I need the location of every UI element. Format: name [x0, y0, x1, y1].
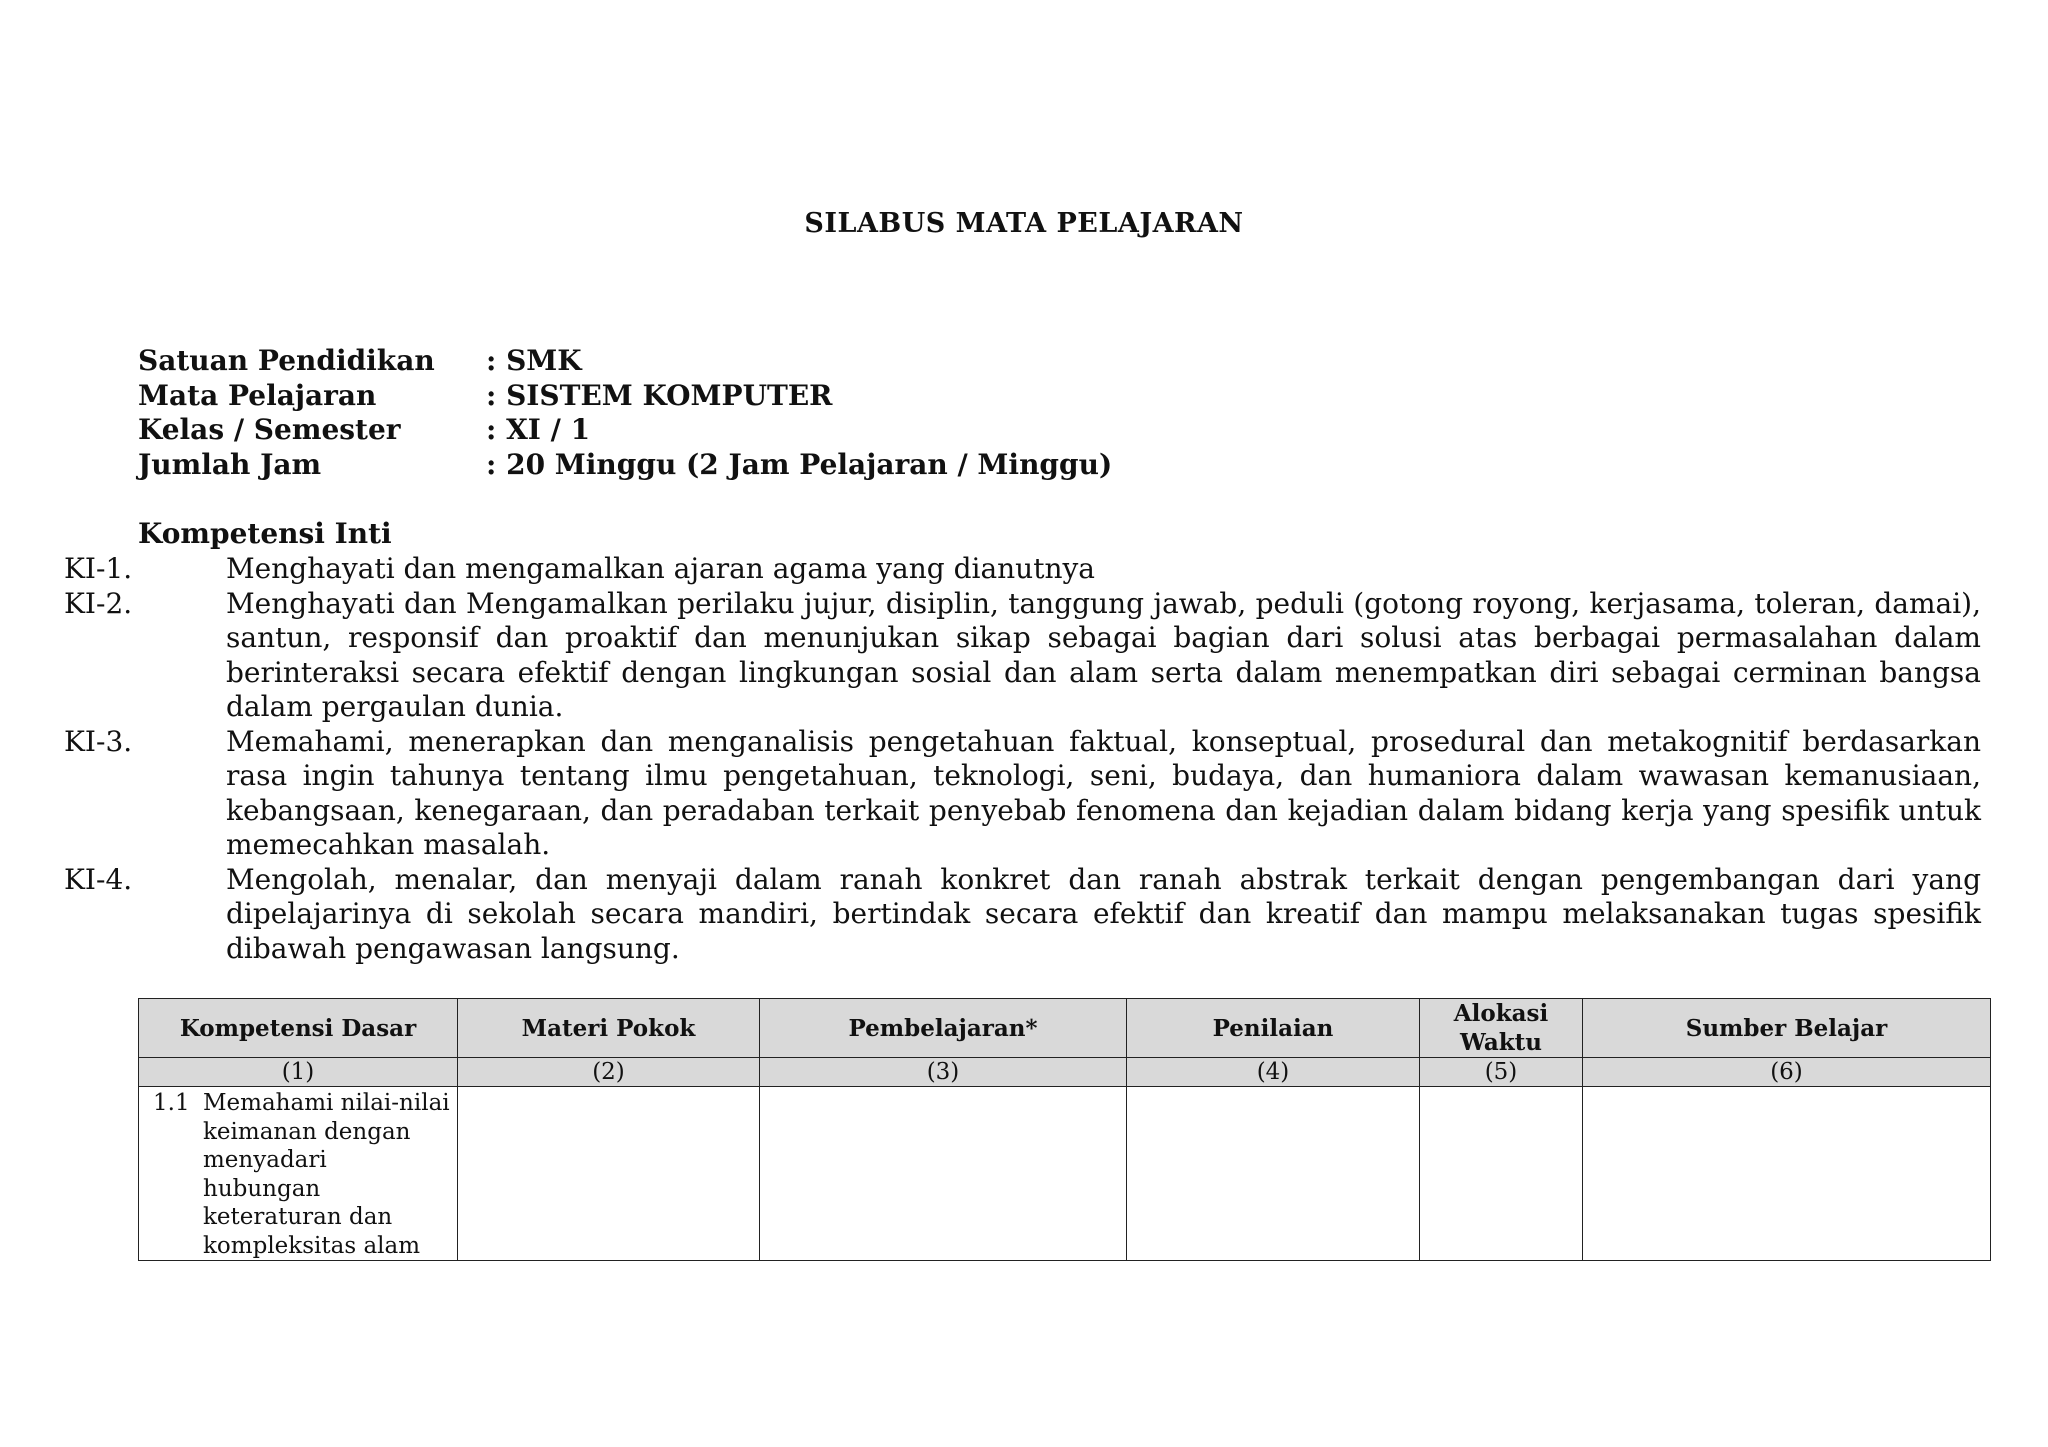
penilaian-cell — [1127, 1087, 1420, 1261]
identity-block — [138, 344, 1112, 482]
column-header-sumber-belajar: Sumber Belajar — [1583, 999, 1991, 1058]
table-number-row — [139, 1058, 1991, 1087]
kd-text: Memahami nilai-nilai keimanan dengan menyadari hubungan keteraturan dan kompleksitas alam — [203, 1090, 450, 1259]
ki-text: Mengolah, menalar, dan menyaji dalam ranah konkret dan ranah abstrak terkait dengan pengembangan dari yang dipelajarinya di sekolah secara mandiri, bertindak secara efektif dan kreatif dan mampu melaksanakan tugas spesifik dibawah pengawasan langsung. — [226, 862, 1981, 965]
ki-number: KI-3. — [64, 724, 133, 758]
ki-item — [64, 587, 1981, 725]
column-header-kompetensi-dasar: Kompetensi Dasar — [139, 999, 458, 1058]
column-header-materi-pokok: Materi Pokok — [458, 999, 760, 1058]
ki-text: Menghayati dan mengamalkan ajaran agama yang dianutnya — [226, 552, 1095, 585]
kd-number: 1.1 — [153, 1090, 190, 1116]
column-number: (3) — [760, 1058, 1127, 1087]
identity-value: : SMK — [486, 344, 582, 377]
identity-row-mapel — [138, 379, 1112, 414]
ki-number: KI-2. — [64, 586, 133, 620]
materi-pokok-cell — [458, 1087, 760, 1261]
identity-row-satuan — [138, 344, 1112, 379]
ki-number: KI-4. — [64, 862, 133, 896]
ki-item — [64, 552, 1981, 587]
column-number: (1) — [139, 1058, 458, 1087]
ki-text: Memahami, menerapkan dan menganalisis pengetahuan faktual, konseptual, prosedural dan metakognitif berdasarkan rasa ingin tahunya tentang ilmu pengetahuan, teknologi, seni, budaya, dan humaniora dalam wawasan kemanusiaan, kebangsaan, kenegaraan, dan peradaban terkait penyebab fenomena dan kejadian dalam bidang kerja yang spesifik untuk memecahkan masalah. — [226, 724, 1981, 861]
sumber-belajar-cell — [1583, 1087, 1991, 1261]
column-number: (2) — [458, 1058, 760, 1087]
table-row — [139, 1087, 1991, 1261]
identity-label: Mata Pelajaran — [138, 378, 377, 412]
kompetensi-inti-heading: Kompetensi Inti — [138, 517, 392, 550]
column-number: (5) — [1420, 1058, 1583, 1087]
identity-row-jam — [138, 448, 1112, 483]
identity-row-kelas — [138, 413, 1112, 448]
table-header-row — [139, 999, 1991, 1058]
ki-text: Menghayati dan Mengamalkan perilaku jujur, disiplin, tanggung jawab, peduli (gotong royong, kerjasama, toleran, damai), santun, responsif dan proaktif dan menunjukan sikap sebagai bagian dari solusi atas berbagai permasalahan dalam berinteraksi secara efektif dengan lingkungan sosial dan alam serta dalam menempatkan diri sebagai cerminan bangsa dalam pergaulan dunia. — [226, 586, 1981, 723]
identity-label: Jumlah Jam — [138, 447, 322, 481]
kompetensi-dasar-cell — [139, 1087, 458, 1261]
ki-number: KI-1. — [64, 552, 133, 585]
identity-value: : XI / 1 — [486, 413, 591, 446]
pembelajaran-cell — [760, 1087, 1127, 1261]
column-number: (6) — [1583, 1058, 1991, 1087]
column-number: (4) — [1127, 1058, 1420, 1087]
alokasi-waktu-cell — [1420, 1087, 1583, 1261]
column-header-alokasi-waktu: Alokasi Waktu — [1420, 999, 1583, 1058]
page-title: SILABUS MATA PELAJARAN — [804, 208, 1244, 239]
identity-label: Kelas / Semester — [138, 413, 401, 446]
identity-value: : SISTEM KOMPUTER — [486, 378, 833, 412]
silabus-table — [138, 998, 1991, 1261]
column-header-pembelajaran: Pembelajaran* — [760, 999, 1127, 1058]
identity-value: : 20 Minggu (2 Jam Pelajaran / Minggu) — [486, 447, 1113, 481]
column-header-penilaian: Penilaian — [1127, 999, 1420, 1058]
identity-label: Satuan Pendidikan — [138, 344, 435, 377]
kompetensi-inti-list — [64, 552, 1981, 966]
ki-item — [64, 863, 1981, 967]
ki-item — [64, 725, 1981, 863]
